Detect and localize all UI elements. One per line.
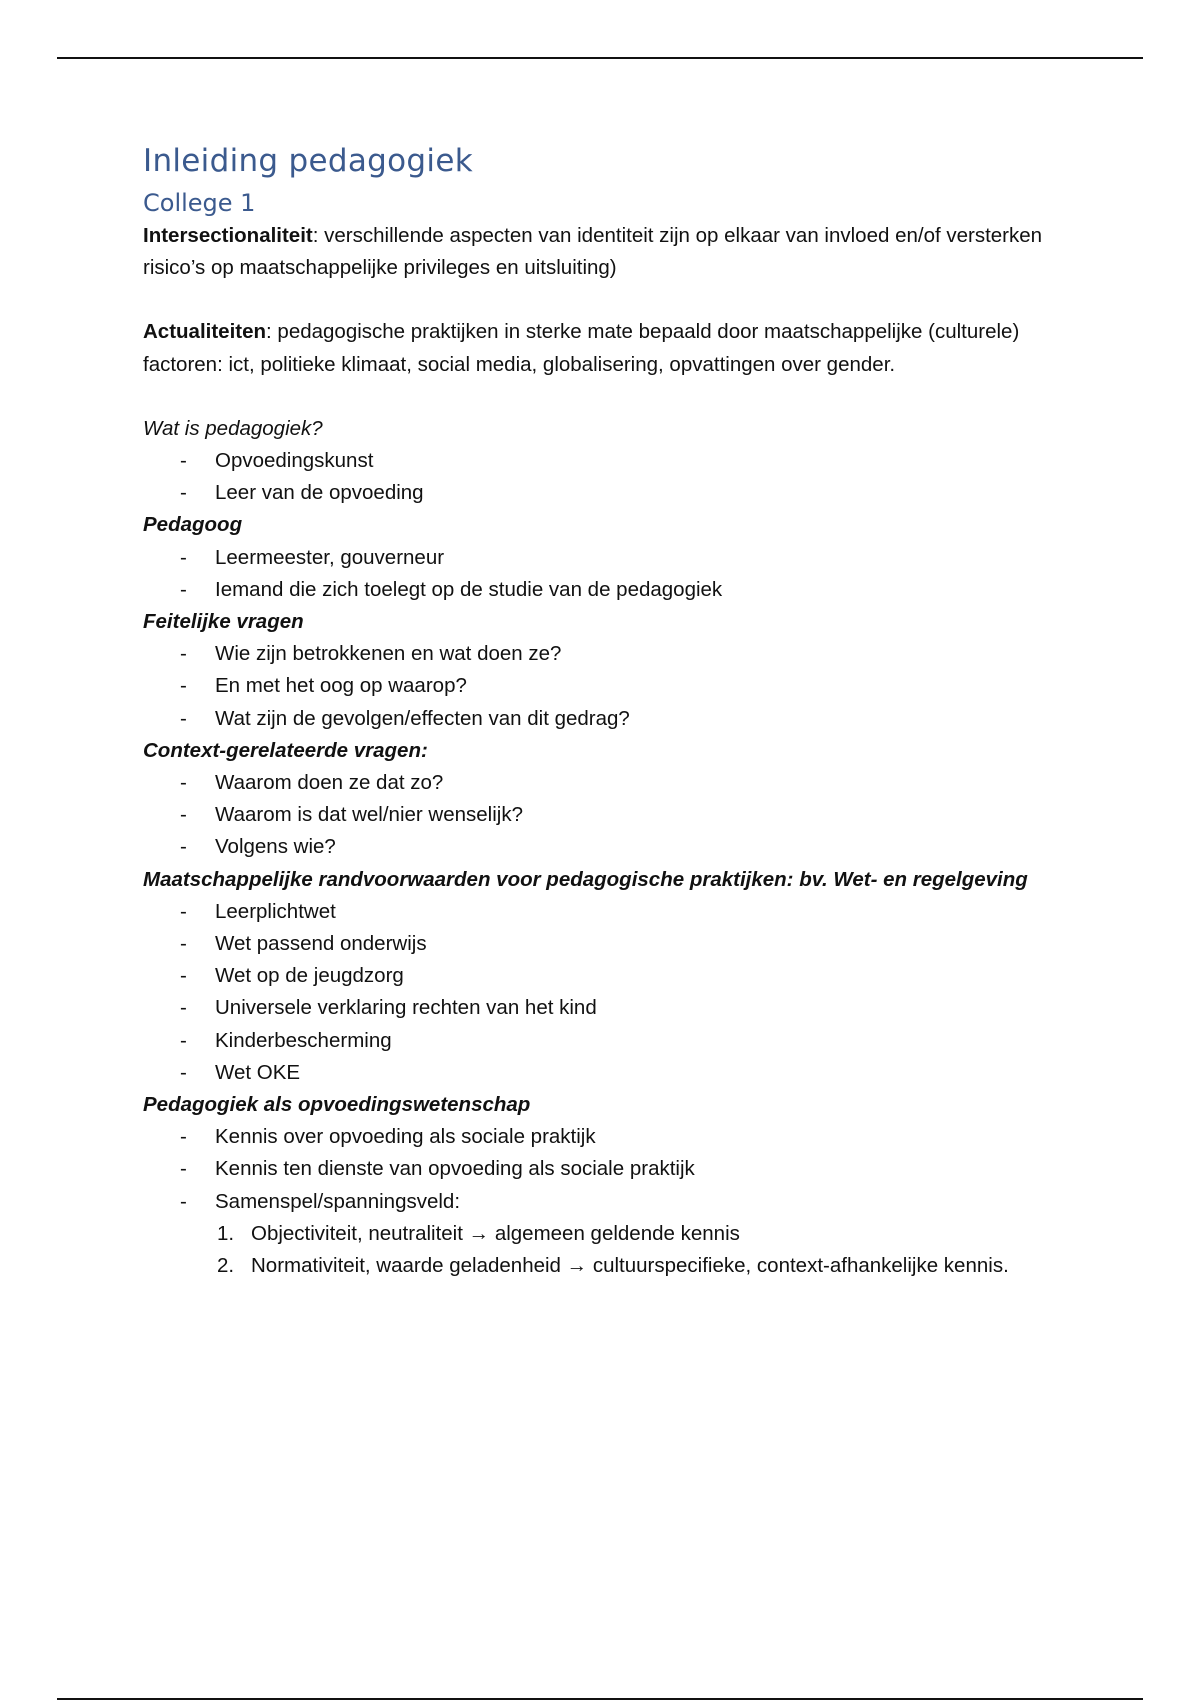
numbered-item-text: Objectiviteit, neutraliteit → algemeen geldende kennis <box>251 1221 740 1245</box>
dash-bullet: - <box>180 577 187 601</box>
list-item <box>143 896 1043 928</box>
dash-bullet: - <box>180 771 187 795</box>
list-item-text: En met het oog op waarop? <box>215 674 467 698</box>
list-item-text: Iemand die zich toelegt op de studie van de pedagogiek <box>215 577 723 601</box>
list-item <box>143 992 1043 1024</box>
bullet-list <box>143 896 1043 1089</box>
section-heading: Maatschappelijke randvoorwaarden voor pedagogische praktijken: bv. Wet- en regelgeving <box>143 867 1028 891</box>
section-heading: Wat is pedagogiek? <box>143 416 323 440</box>
list-item-text: Leermeester, gouverneur <box>215 545 445 569</box>
list-item-text: Leer van de opvoeding <box>215 481 424 505</box>
dash-bullet: - <box>180 481 187 505</box>
list-item <box>143 574 1043 606</box>
bullet-list <box>143 1121 1043 1218</box>
dash-bullet: - <box>180 996 187 1020</box>
paragraph-spacer <box>143 381 1043 413</box>
list-item <box>143 799 1043 831</box>
list-item-text: Waarom doen ze dat zo? <box>215 771 444 795</box>
list-item-text: Wat zijn de gevolgen/effecten van dit gedrag? <box>215 706 630 730</box>
list-item <box>143 542 1043 574</box>
paragraph-intersectionaliteit <box>143 220 1043 284</box>
dash-bullet: - <box>180 449 187 473</box>
list-item-text: Waarom is dat wel/nier wenselijk? <box>215 803 523 827</box>
dash-bullet: - <box>180 642 187 666</box>
list-item-text: Wet op de jeugdzorg <box>215 964 404 988</box>
section-heading: Context-gerelateerde vragen: <box>143 738 428 762</box>
dash-bullet: - <box>180 706 187 730</box>
dash-bullet: - <box>180 1028 187 1052</box>
list-item-text: Kennis ten dienste van opvoeding als sociale praktijk <box>215 1157 695 1181</box>
definition-actualiteiten: : pedagogische praktijken in sterke mate bepaald door maatschappelijke (culturele) factoren: ict, politieke klimaat, social media, globalisering, opvattingen over gender. <box>143 320 1020 376</box>
header-rule <box>57 57 1143 59</box>
bullet-list <box>143 767 1043 864</box>
numbered-item <box>143 1218 1043 1250</box>
definition-intersectionaliteit: : verschillende aspecten van identiteit zijn op elkaar van invloed en/of versterken risico’s op maatschappelijke privileges en uitsluiting) <box>143 224 1043 280</box>
list-item-text: Kinderbescherming <box>215 1028 392 1052</box>
dash-bullet: - <box>180 1189 187 1213</box>
dash-bullet: - <box>180 932 187 956</box>
dash-bullet: - <box>180 1060 187 1084</box>
document-subtitle: College 1 <box>143 189 256 217</box>
list-item <box>143 638 1043 670</box>
term-intersectionaliteit: Intersectionaliteit <box>143 224 313 247</box>
list-item-text: Wet OKE <box>215 1060 301 1084</box>
numbered-list <box>143 1218 1043 1282</box>
sections-container <box>143 413 1043 1282</box>
list-item-text: Kennis over opvoeding als sociale praktijk <box>215 1125 596 1149</box>
paragraph-actualiteiten <box>143 316 1043 380</box>
dash-bullet: - <box>180 674 187 698</box>
list-item-text: Leerplichtwet <box>215 899 336 923</box>
bullet-list <box>143 542 1043 606</box>
dash-bullet: - <box>180 899 187 923</box>
paragraph-spacer <box>143 284 1043 316</box>
list-item <box>143 1025 1043 1057</box>
bullet-list <box>143 445 1043 509</box>
list-item-text: Opvoedingskunst <box>215 449 374 473</box>
section-heading: Pedagoog <box>143 513 243 537</box>
list-item-text: Universele verklaring rechten van het kind <box>215 996 597 1020</box>
list-item <box>143 1153 1043 1185</box>
list-item-text: Wie zijn betrokkenen en wat doen ze? <box>215 642 562 666</box>
list-item <box>143 703 1043 735</box>
list-item <box>143 477 1043 509</box>
item-number: 1. <box>217 1221 235 1245</box>
list-item <box>143 1121 1043 1153</box>
dash-bullet: - <box>180 1157 187 1181</box>
section-heading: Feitelijke vragen <box>143 610 304 634</box>
dash-bullet: - <box>180 1125 187 1149</box>
term-actualiteiten: Actualiteiten <box>143 320 267 344</box>
list-item <box>143 445 1043 477</box>
list-item <box>143 1186 1043 1218</box>
dash-bullet: - <box>180 545 187 569</box>
section-heading: Pedagogiek als opvoedingswetenschap <box>143 1093 531 1117</box>
list-item <box>143 767 1043 799</box>
document-body <box>143 136 1043 1282</box>
list-item-text: Volgens wie? <box>215 835 336 859</box>
numbered-item <box>143 1250 1043 1282</box>
list-item <box>143 831 1043 863</box>
bullet-list <box>143 638 1043 735</box>
list-item-text: Samenspel/spanningsveld: <box>215 1189 461 1213</box>
dash-bullet: - <box>180 964 187 988</box>
list-item-text: Wet passend onderwijs <box>215 932 427 956</box>
document-title: Inleiding pedagogiek <box>143 143 473 179</box>
list-item <box>143 1057 1043 1089</box>
list-item <box>143 928 1043 960</box>
item-number: 2. <box>217 1254 235 1278</box>
dash-bullet: - <box>180 835 187 859</box>
numbered-item-text: Normativiteit, waarde geladenheid → cultuurspecifieke, context-afhankelijke kennis. <box>251 1254 1009 1278</box>
list-item <box>143 960 1043 992</box>
list-item <box>143 670 1043 702</box>
dash-bullet: - <box>180 803 187 827</box>
